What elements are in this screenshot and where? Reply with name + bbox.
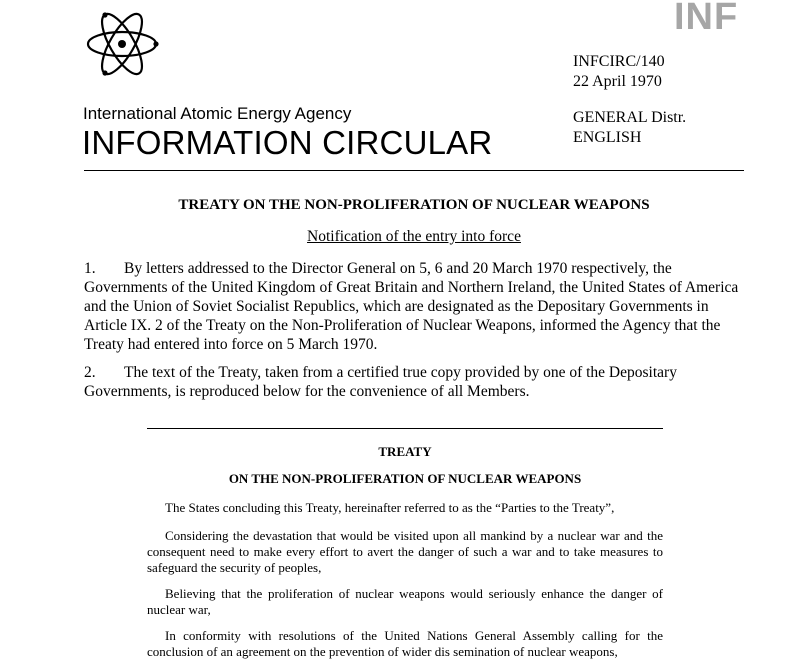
notification-subheading: Notification of the entry into force [307,228,521,245]
atom-icon [80,2,164,86]
agency-name: International Atomic Energy Agency [83,104,352,123]
paragraph-text: The text of the Treaty, taken from a certified true copy provided by one of the Depositary Governments, is reproduced below for the convenience of all Members. [84,364,677,400]
document-date: 22 April 1970 [573,73,662,90]
document-type-title: INFORMATION CIRCULAR [82,124,493,161]
document-reference-block [573,52,665,92]
preamble-paragraph: Considering the devastation that would be visited upon all mankind by a nuclear war and the consequent need to make every effort to avert the danger of such a war and to take measures to safeguard the security of peoples, [147,528,663,575]
preamble-paragraph: In conformity with resolutions of the United Nations General Assembly calling for the conclusion of an agreement on the prevention of wider dis semination of nuclear weapons, [147,628,663,659]
document-number: INFCIRC/140 [573,53,665,70]
paragraph-number: 1. [84,260,96,277]
paragraph-1 [84,259,744,354]
section-separator [147,428,663,429]
treaty-title: TREATY [378,444,432,459]
preamble-paragraph: The States concluding this Treaty, hereinafter referred to as the “Parties to the Treaty”, [165,500,615,515]
paragraph-2 [84,363,744,401]
paragraph-number: 2. [84,364,96,381]
paragraph-text: By letters addressed to the Director General on 5, 6 and 20 March 1970 respectively, the Governments of the United Kingdom of Great Britain and Northern Ireland, the United States of America and the Union of Soviet Socialist Republics, which are designated as the Depositary Governments in Article IX. 2 of the Treaty on the Non-Proliferation of Nuclear Weapons, informed the Agency that the Treaty had entered into force on 5 March 1970. [84,260,739,353]
main-heading: TREATY ON THE NON-PROLIFERATION OF NUCLEAR WEAPONS [178,197,650,213]
treaty-subtitle: ON THE NON-PROLIFERATION OF NUCLEAR WEAPONS [228,471,582,486]
distribution-block [573,108,686,148]
language-label: ENGLISH [573,129,642,146]
header-divider [84,170,744,171]
distribution-label: GENERAL Distr. [573,109,687,126]
preamble-paragraph: Believing that the proliferation of nuclear weapons would seriously enhance the danger of nuclear war, [147,586,663,617]
inf-watermark: INF [674,0,739,38]
